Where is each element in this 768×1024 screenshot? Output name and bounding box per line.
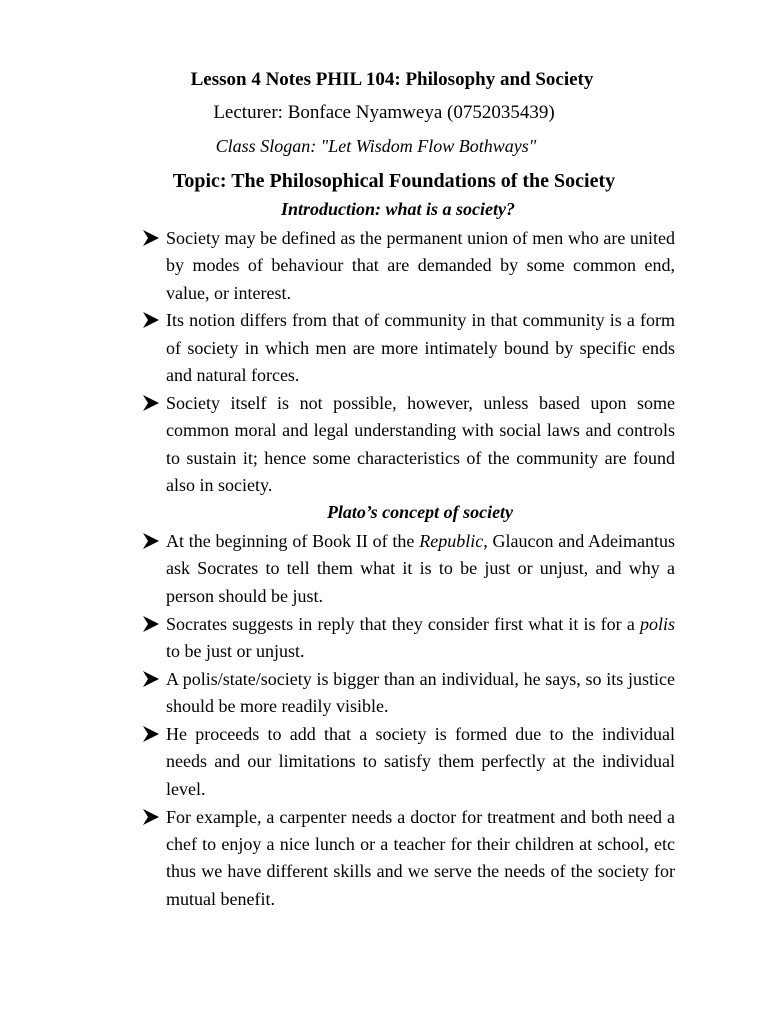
topic-heading: Topic: The Philosophical Foundations of the Society xyxy=(172,170,616,192)
class-slogan: Class Slogan: "Let Wisdom Flow Bothways" xyxy=(215,136,537,156)
bullet-text: He proceeds to add that a society is formed due to the individual needs and our limitations to satisfy them perfectly at the individual level. xyxy=(166,724,675,799)
arrowhead-bullet-icon xyxy=(142,229,160,247)
bullet-text: For example, a carpenter needs a doctor for treatment and both need a chef to enjoy a nice lunch or a teacher for their children at school, etc thus we have different skills and we serve the needs of the society for mutual benefit. xyxy=(166,806,675,909)
intro-bullet-list xyxy=(142,225,675,500)
italic-term: polis xyxy=(639,613,675,634)
lesson-title: Lesson 4 Notes PHIL 104: Philosophy and Society xyxy=(190,69,594,90)
bullet-text-before: At the beginning of Book II of the xyxy=(166,531,420,551)
arrowhead-bullet-icon xyxy=(142,311,160,329)
list-item xyxy=(142,611,675,666)
bullet-text: Its notion differs from that of community in that community is a form of society in which men are more intimately bound by specific ends and natural forces. xyxy=(166,310,675,386)
list-item xyxy=(142,307,675,389)
list-item xyxy=(142,804,675,913)
bullet-text: A polis/state/society is bigger than an individual, he says, so its justice should be more readily visible. xyxy=(166,668,675,717)
list-item xyxy=(142,390,675,499)
arrowhead-bullet-icon xyxy=(142,615,160,633)
list-item xyxy=(142,225,675,307)
arrowhead-bullet-icon xyxy=(142,394,160,412)
list-item xyxy=(142,721,675,803)
arrowhead-bullet-icon xyxy=(142,532,160,550)
bullet-text: Society itself is not possible, however, unless based upon some common moral and legal understanding with social laws and controls to sustain it; hence some characteristics of the community are found also in society. xyxy=(166,392,675,495)
bullet-text-after: to be just or unjust. xyxy=(166,640,305,661)
book-title: Republic xyxy=(419,531,484,551)
arrowhead-bullet-icon xyxy=(142,670,160,688)
list-item xyxy=(142,528,675,610)
intro-heading: Introduction: what is a society? xyxy=(280,199,516,219)
bullet-text-after: , Glaucon and Adeimantus ask Socrates to tell them what it is to be just or unjust, and why a person should be just. xyxy=(166,531,675,606)
lecturer-line: Lecturer: Bonface Nyamweya (0752035439) xyxy=(213,102,555,123)
arrowhead-bullet-icon xyxy=(142,725,160,743)
arrowhead-bullet-icon xyxy=(142,808,160,826)
bullet-text: Society may be defined as the permanent union of men who are united by modes of behaviour that are demanded by some common end, value, or interest. xyxy=(166,228,675,303)
plato-bullet-list xyxy=(142,528,675,914)
plato-heading: Plato’s concept of society xyxy=(326,502,514,522)
bullet-text-before: Socrates suggests in reply that they consider first what it is for a xyxy=(166,613,640,634)
list-item xyxy=(142,666,675,721)
